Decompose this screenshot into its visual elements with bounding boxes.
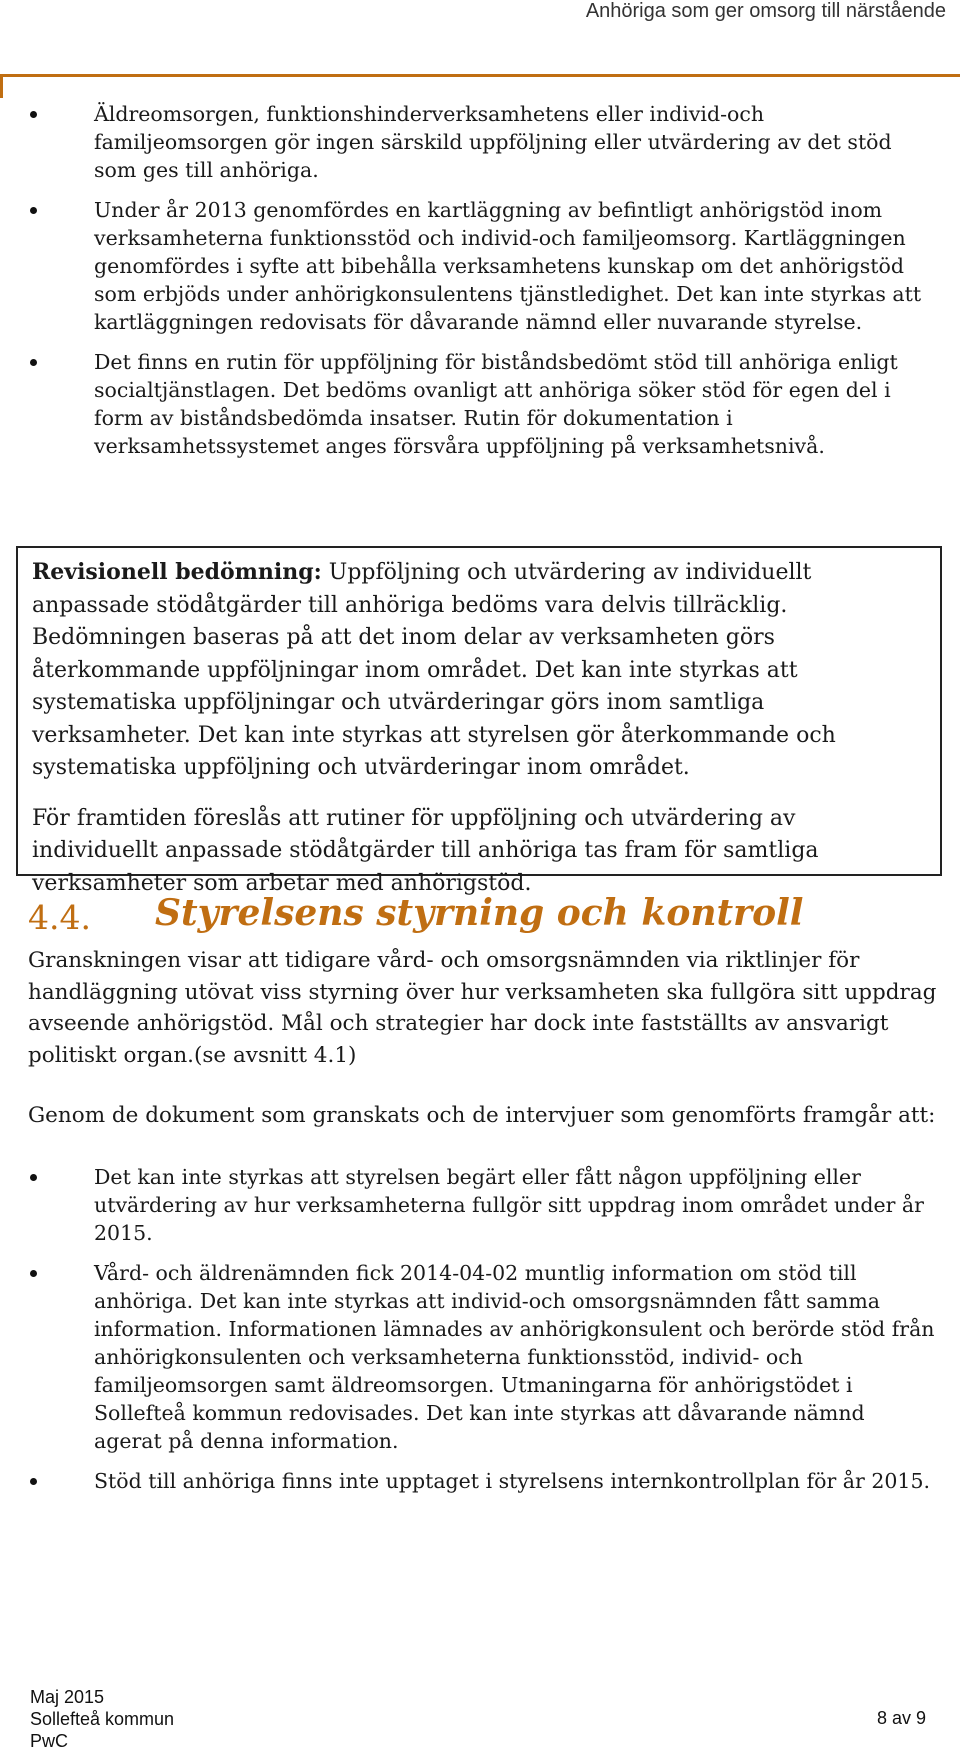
- list-item: [0, 348, 960, 460]
- list-item-text: Vård- och äldrenämnden fick 2014-04-02 muntlig information om stöd till anhöriga. Det kan inte styrkas att individ-och omsorgsnämnden fått samma information. Informationen lämnades av anhörigkonsulent och berörde stöd från anhörigkonsulenten och verksamheterna funktionsstöd, individ- och familjeomsorgen samt äldreomsorgen. Utmaningarna för anhörigstödet i Sollefteå kommun redovisades. Det kan inte styrkas att dåvarande nämnd agerat på denna information.: [94, 1261, 935, 1453]
- running-header-title: Anhöriga som ger omsorg till närstående: [585, 0, 946, 22]
- list-item: [0, 196, 960, 336]
- page-number: 8 av 9: [876, 1708, 926, 1728]
- header-divider-tick: [0, 74, 3, 98]
- list-item: [0, 1259, 960, 1455]
- bullet-icon: [30, 207, 37, 214]
- section-lead: Genom de dokument som granskats och de intervjuer som genomförts framgår att:: [28, 1103, 936, 1128]
- footer-company: PwC: [30, 1731, 69, 1751]
- footer-municipality: Sollefteå kommun: [30, 1709, 175, 1729]
- list-item: [0, 1467, 960, 1495]
- bullet-icon: [30, 1174, 37, 1181]
- list-item: [0, 100, 960, 184]
- list-item-text: Det finns en rutin för uppföljning för biståndsbedömt stöd till anhöriga enligt socialtjänstlagen. Det bedöms ovanligt att anhöriga söker stöd för egen del i form av biståndsbedömda insatser. Rutin för dokumentation i verksamhetssystemet anges försvåra uppföljning på verksamhetsnivå.: [94, 350, 898, 458]
- findings-list-top: [0, 100, 960, 472]
- section-title: Styrelsens styrning och kontroll: [155, 892, 804, 934]
- assessment-paragraph: [32, 556, 926, 785]
- findings-list-section: [0, 1163, 960, 1507]
- footer: [30, 1686, 174, 1752]
- assessment-box: [16, 546, 942, 896]
- section-number: 4.4.: [28, 898, 91, 937]
- section-intro: Granskningen visar att tidigare vård- och omsorgsnämnden via riktlinjer för handläggning utövat viss styrning över hur verksamheten ska fullgöra sitt uppdrag avseende anhörigstöd. Mål och strategier har dock inte fastställts av ansvarigt politiskt organ.(se avsnitt 4.1): [28, 948, 937, 1068]
- assessment-text: Uppföljning och utvärdering av individuellt anpassade stödåtgärder till anhöriga bedöms vara delvis tillräcklig. Bedömningen baseras på att det inom delar av verksamheten görs återkommande uppföljningar inom området. Det kan inte styrkas att systematiska uppföljningar och utvärderingar görs inom samtliga verksamheter. Det kan inte styrkas att styrelsen gör återkommande och systematiska uppföljning och utvärderingar inom området.: [32, 560, 836, 780]
- list-item: [0, 1163, 960, 1247]
- bullet-icon: [30, 1270, 37, 1277]
- assessment-recommendation: För framtiden föreslås att rutiner för uppföljning och utvärdering av individuellt anpassade stödåtgärder till anhöriga tas fram för samtliga verksamheter som arbetar med anhörigstöd.: [32, 805, 819, 896]
- header-divider: [0, 74, 960, 77]
- list-item-text: Det kan inte styrkas att styrelsen begärt eller fått någon uppföljning eller utvärdering av hur verksamheterna fullgör sitt uppdrag inom området under år 2015.: [94, 1165, 924, 1245]
- assessment-label: Revisionell bedömning:: [32, 559, 322, 585]
- bullet-icon: [30, 111, 37, 118]
- list-item-text: Äldreomsorgen, funktionshinderverksamhetens eller individ-och familjeomsorgen gör ingen särskild uppföljning eller utvärdering av det stöd som ges till anhöriga.: [94, 102, 892, 182]
- list-item-text: Stöd till anhöriga finns inte upptaget i styrelsens internkontrollplan för år 2015.: [94, 1469, 931, 1493]
- list-item-text: Under år 2013 genomfördes en kartläggning av befintligt anhörigstöd inom verksamheterna funktionsstöd och individ-och familjeomsorg. Kartläggningen genomfördes i syfte att bibehålla verksamhetens kunskap om det anhörigstöd som erbjöds under anhörigkonsulentens tjänstledighet. Det kan inte styrkas att kartläggningen redovisats för dåvarande nämnd eller nuvarande styrelse.: [94, 198, 922, 334]
- footer-date: Maj 2015: [30, 1687, 105, 1707]
- bullet-icon: [30, 359, 37, 366]
- bullet-icon: [30, 1478, 37, 1485]
